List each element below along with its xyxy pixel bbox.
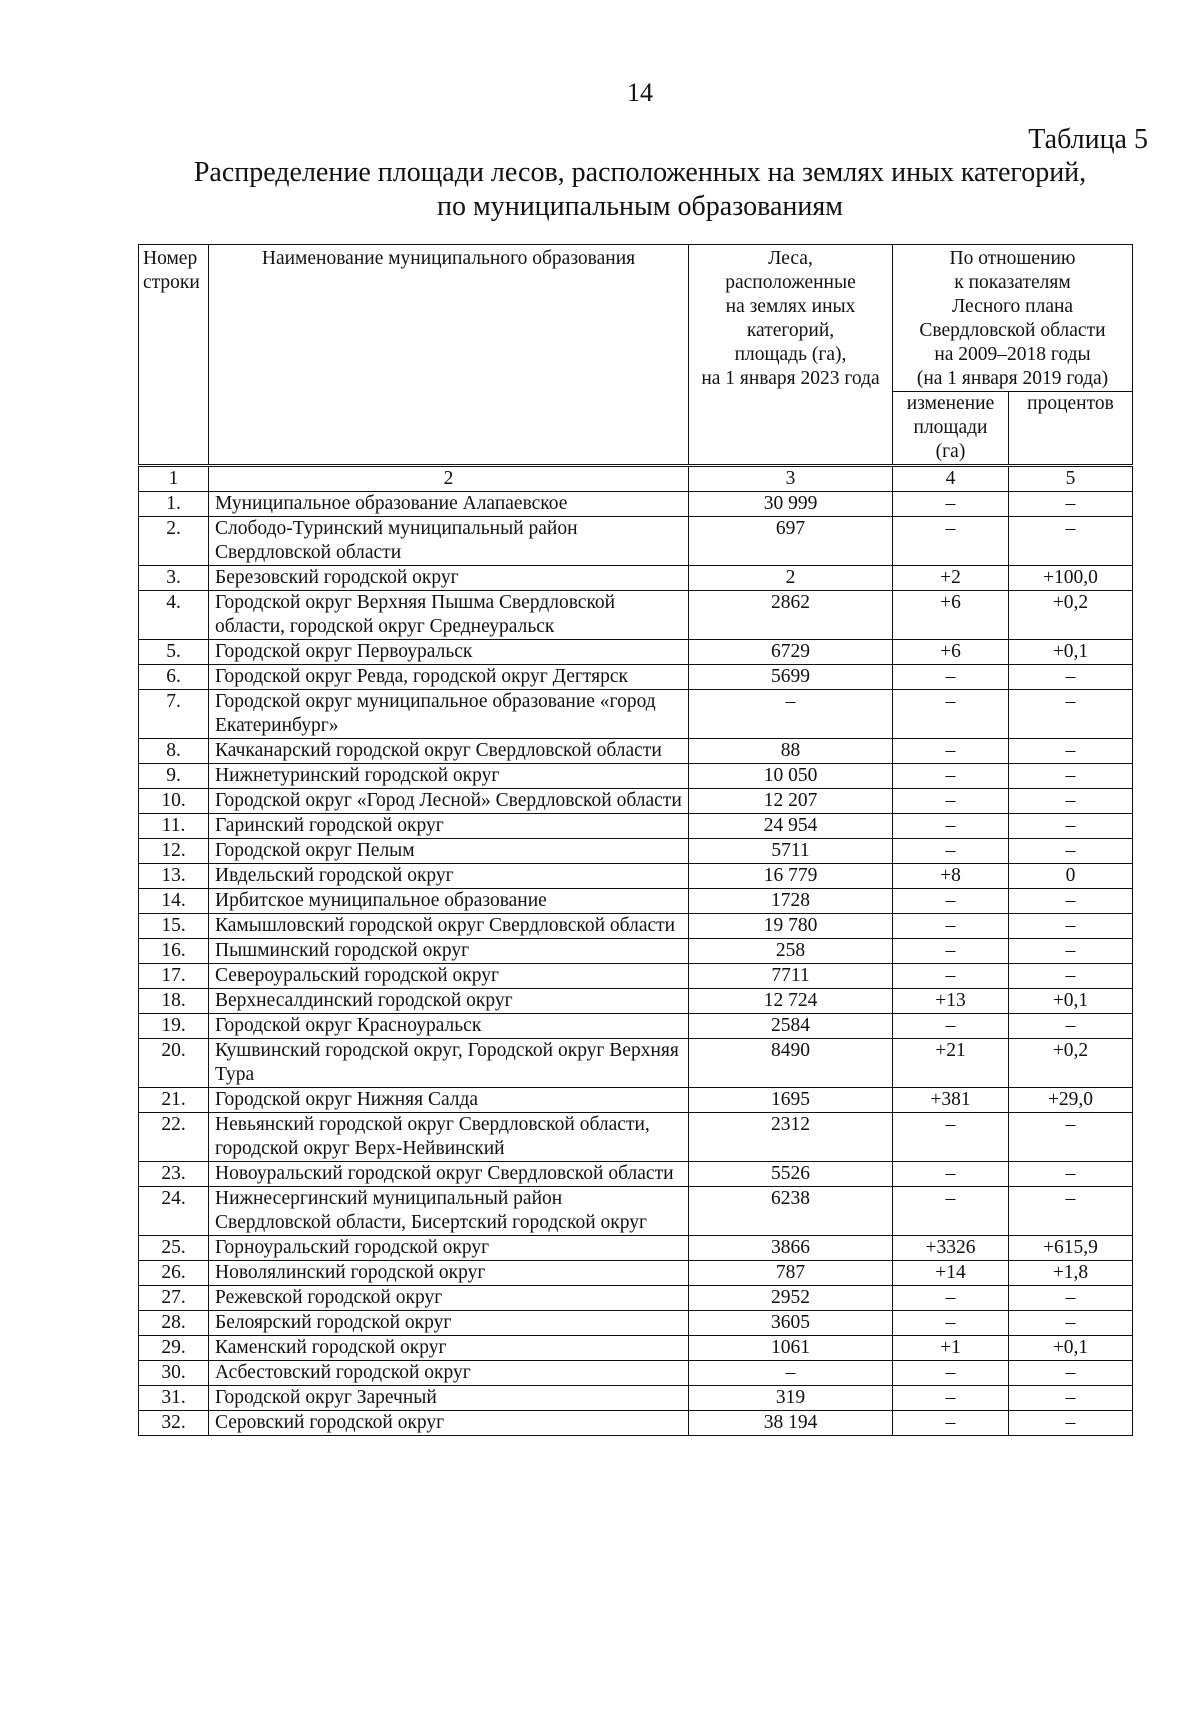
table-row	[139, 1261, 1133, 1286]
header-forest-line: площадь (га),	[734, 344, 847, 365]
forest-area-cell: 5699	[689, 665, 893, 690]
row-number-cell: 31.	[139, 1386, 209, 1411]
table-row	[139, 517, 1133, 566]
table-row	[139, 964, 1133, 989]
table-row	[139, 864, 1133, 889]
percent-cell: –	[1009, 1286, 1133, 1311]
percent-cell: –	[1009, 1014, 1133, 1039]
percent-cell: –	[1009, 939, 1133, 964]
forest-area-cell: 30 999	[689, 492, 893, 517]
municipality-name-cell: Городской округ Ревда, городской округ Дегтярск	[209, 665, 689, 690]
table-row	[139, 1039, 1133, 1088]
row-number-cell: 19.	[139, 1014, 209, 1039]
percent-cell: +0,2	[1009, 591, 1133, 640]
area-change-cell: +1	[893, 1336, 1009, 1361]
percent-cell: –	[1009, 1113, 1133, 1162]
forest-area-cell: 2862	[689, 591, 893, 640]
row-number-cell: 3.	[139, 566, 209, 591]
municipality-name-cell: Североуральский городской округ	[209, 964, 689, 989]
table-row	[139, 1311, 1133, 1336]
row-number-cell: 24.	[139, 1187, 209, 1236]
forest-area-cell: –	[689, 1361, 893, 1386]
row-number-cell: 14.	[139, 889, 209, 914]
column-number: 1	[139, 466, 209, 492]
row-number-cell: 4.	[139, 591, 209, 640]
percent-cell: 0	[1009, 864, 1133, 889]
row-number-cell: 13.	[139, 864, 209, 889]
municipality-name-cell: Городской округ Первоуральск	[209, 640, 689, 665]
table-row	[139, 665, 1133, 690]
table-row	[139, 1014, 1133, 1039]
row-number-cell: 32.	[139, 1411, 209, 1436]
header-relation	[893, 245, 1133, 392]
table-row	[139, 914, 1133, 939]
row-number-cell: 11.	[139, 814, 209, 839]
municipality-name-cell: Белоярский городской округ	[209, 1311, 689, 1336]
percent-cell: –	[1009, 492, 1133, 517]
municipality-name-cell: Березовский городской округ	[209, 566, 689, 591]
table-label: Таблица 5	[1028, 124, 1148, 155]
percent-cell: –	[1009, 690, 1133, 739]
header-relation-line: По отношению	[949, 248, 1076, 269]
percent-cell: +1,8	[1009, 1261, 1133, 1286]
table-row	[139, 1411, 1133, 1436]
forest-area-cell: 24 954	[689, 814, 893, 839]
forest-area-cell: 2312	[689, 1113, 893, 1162]
municipality-name-cell: Нижнесергинский муниципальный район Свердловской области, Бисертский городской округ	[209, 1187, 689, 1236]
table-row	[139, 764, 1133, 789]
area-change-cell: –	[893, 1286, 1009, 1311]
row-number-cell: 1.	[139, 492, 209, 517]
area-change-cell: –	[893, 1187, 1009, 1236]
municipality-name-cell: Городской округ Нижняя Салда	[209, 1088, 689, 1113]
forest-area-cell: 3605	[689, 1311, 893, 1336]
area-change-cell: –	[893, 492, 1009, 517]
page-title	[120, 156, 1160, 224]
header-forest-line: на землях иных	[725, 296, 856, 317]
municipality-name-cell: Городской округ Пелым	[209, 839, 689, 864]
area-change-cell: +6	[893, 591, 1009, 640]
table-row	[139, 739, 1133, 764]
forest-area-cell: 258	[689, 939, 893, 964]
row-number-cell: 25.	[139, 1236, 209, 1261]
row-number-cell: 10.	[139, 789, 209, 814]
area-change-cell: –	[893, 839, 1009, 864]
header-forest-area	[689, 245, 893, 466]
percent-cell: –	[1009, 764, 1133, 789]
forest-area-cell: 787	[689, 1261, 893, 1286]
forest-area-cell: –	[689, 690, 893, 739]
table-row	[139, 492, 1133, 517]
area-change-cell: –	[893, 1113, 1009, 1162]
row-number-cell: 7.	[139, 690, 209, 739]
area-change-cell: –	[893, 789, 1009, 814]
area-change-cell: +6	[893, 640, 1009, 665]
row-number-cell: 9.	[139, 764, 209, 789]
municipality-name-cell: Городской округ Верхняя Пышма Свердловской области, городской округ Среднеуральск	[209, 591, 689, 640]
table-row	[139, 1236, 1133, 1261]
row-number-cell: 30.	[139, 1361, 209, 1386]
municipality-name-cell: Новолялинский городской округ	[209, 1261, 689, 1286]
row-number-cell: 22.	[139, 1113, 209, 1162]
table-body	[139, 492, 1133, 1436]
forest-area-cell: 38 194	[689, 1411, 893, 1436]
percent-cell: –	[1009, 889, 1133, 914]
forest-area-cell: 10 050	[689, 764, 893, 789]
forest-area-cell: 12 207	[689, 789, 893, 814]
area-change-cell: –	[893, 1162, 1009, 1187]
forest-area-cell: 697	[689, 517, 893, 566]
percent-cell: –	[1009, 517, 1133, 566]
municipality-name-cell: Нижнетуринский городской округ	[209, 764, 689, 789]
percent-cell: –	[1009, 1311, 1133, 1336]
forest-area-cell: 2	[689, 566, 893, 591]
forest-area-cell: 19 780	[689, 914, 893, 939]
page-number: 14	[627, 78, 653, 107]
area-change-cell: –	[893, 814, 1009, 839]
area-change-cell: –	[893, 517, 1009, 566]
table-row	[139, 939, 1133, 964]
header-name-text: Наименование муниципального образования	[261, 248, 636, 269]
area-change-cell: –	[893, 889, 1009, 914]
title-line-1: Распределение площади лесов, расположенных на землях иных категорий,	[193, 157, 1087, 188]
row-number-cell: 6.	[139, 665, 209, 690]
table-row	[139, 1162, 1133, 1187]
forest-area-cell: 1061	[689, 1336, 893, 1361]
header-row-number	[139, 245, 209, 466]
header-forest-line: категорий,	[746, 320, 835, 341]
area-change-cell: +13	[893, 989, 1009, 1014]
area-change-cell: +8	[893, 864, 1009, 889]
header-relation-line: на 2009–2018 годы	[934, 344, 1091, 365]
municipality-name-cell: Городской округ муниципальное образование «город Екатеринбург»	[209, 690, 689, 739]
row-number-cell: 2.	[139, 517, 209, 566]
area-change-cell: –	[893, 1361, 1009, 1386]
row-number-cell: 29.	[139, 1336, 209, 1361]
municipality-name-cell: Городской округ «Город Лесной» Свердловской области	[209, 789, 689, 814]
table-row	[139, 889, 1133, 914]
table-row	[139, 566, 1133, 591]
municipality-name-cell: Серовский городской округ	[209, 1411, 689, 1436]
row-number-cell: 20.	[139, 1039, 209, 1088]
percent-cell: –	[1009, 665, 1133, 690]
forest-area-cell: 7711	[689, 964, 893, 989]
municipality-name-cell: Гаринский городской округ	[209, 814, 689, 839]
percent-cell: –	[1009, 839, 1133, 864]
forest-area-cell: 2584	[689, 1014, 893, 1039]
area-change-cell: +2	[893, 566, 1009, 591]
header-forest-line: на 1 января 2023 года	[701, 368, 880, 389]
municipality-name-cell: Новоуральский городской округ Свердловской области	[209, 1162, 689, 1187]
row-number-cell: 27.	[139, 1286, 209, 1311]
municipality-name-cell: Верхнесалдинский городской округ	[209, 989, 689, 1014]
area-change-cell: +3326	[893, 1236, 1009, 1261]
table-row	[139, 1361, 1133, 1386]
row-number-cell: 28.	[139, 1311, 209, 1336]
percent-cell: +0,1	[1009, 1336, 1133, 1361]
forest-area-cell: 88	[689, 739, 893, 764]
forest-area-cell: 6729	[689, 640, 893, 665]
area-change-cell: –	[893, 1386, 1009, 1411]
percent-cell: –	[1009, 1386, 1133, 1411]
area-change-cell: –	[893, 739, 1009, 764]
row-number-cell: 8.	[139, 739, 209, 764]
header-municipality-name	[209, 245, 689, 466]
header-change-line: изменение	[906, 393, 995, 414]
percent-cell: –	[1009, 964, 1133, 989]
header-num-line-2: строки	[143, 272, 200, 293]
header-change-line: (га)	[935, 441, 966, 462]
forest-area-cell: 319	[689, 1386, 893, 1411]
municipality-name-cell: Ирбитское муниципальное образование	[209, 889, 689, 914]
municipality-name-cell: Горноуральский городской округ	[209, 1236, 689, 1261]
header-forest-line: Леса,	[768, 248, 813, 269]
percent-cell: +0,2	[1009, 1039, 1133, 1088]
forest-area-cell: 3866	[689, 1236, 893, 1261]
percent-cell: –	[1009, 814, 1133, 839]
area-change-cell: –	[893, 1411, 1009, 1436]
municipality-name-cell: Ивдельский городской округ	[209, 864, 689, 889]
table-row	[139, 989, 1133, 1014]
percent-cell: –	[1009, 1411, 1133, 1436]
percent-cell: +100,0	[1009, 566, 1133, 591]
municipality-name-cell: Городской округ Заречный	[209, 1386, 689, 1411]
column-number: 4	[893, 466, 1009, 492]
municipality-name-cell: Городской округ Красноуральск	[209, 1014, 689, 1039]
percent-cell: +0,1	[1009, 989, 1133, 1014]
row-number-cell: 23.	[139, 1162, 209, 1187]
area-change-cell: +14	[893, 1261, 1009, 1286]
percent-cell: –	[1009, 789, 1133, 814]
municipality-name-cell: Кушвинский городской округ, Городской округ Верхняя Тура	[209, 1039, 689, 1088]
header-percent: процентов	[1009, 392, 1133, 466]
percent-cell: +0,1	[1009, 640, 1133, 665]
area-change-cell: –	[893, 914, 1009, 939]
municipality-name-cell: Слободо-Туринский муниципальный район Свердловской области	[209, 517, 689, 566]
forest-area-cell: 1695	[689, 1088, 893, 1113]
row-number-cell: 12.	[139, 839, 209, 864]
area-change-cell: –	[893, 1311, 1009, 1336]
forest-area-cell: 5711	[689, 839, 893, 864]
area-change-cell: –	[893, 939, 1009, 964]
forest-area-cell: 8490	[689, 1039, 893, 1088]
row-number-cell: 15.	[139, 914, 209, 939]
area-change-cell: +381	[893, 1088, 1009, 1113]
table-row	[139, 640, 1133, 665]
title-line-2: по муниципальным образованиям	[437, 191, 843, 222]
municipality-name-cell: Муниципальное образование Алапаевское	[209, 492, 689, 517]
table-row	[139, 1113, 1133, 1162]
forest-area-cell: 1728	[689, 889, 893, 914]
table-row	[139, 839, 1133, 864]
percent-cell: –	[1009, 739, 1133, 764]
forest-area-cell: 2952	[689, 1286, 893, 1311]
area-change-cell: –	[893, 964, 1009, 989]
forest-area-cell: 5526	[689, 1162, 893, 1187]
header-forest-line: расположенные	[725, 272, 856, 293]
column-number: 5	[1009, 466, 1133, 492]
percent-cell: –	[1009, 1162, 1133, 1187]
area-change-cell: –	[893, 764, 1009, 789]
row-number-cell: 18.	[139, 989, 209, 1014]
row-number-cell: 26.	[139, 1261, 209, 1286]
header-relation-line: Лесного плана	[951, 296, 1074, 317]
municipality-name-cell: Качканарский городской округ Свердловской области	[209, 739, 689, 764]
table-row	[139, 1336, 1133, 1361]
area-change-cell: –	[893, 690, 1009, 739]
header-relation-line: Свердловской области	[919, 320, 1106, 341]
row-number-cell: 17.	[139, 964, 209, 989]
municipality-name-cell: Пышминский городской округ	[209, 939, 689, 964]
forest-area-cell: 6238	[689, 1187, 893, 1236]
table-row	[139, 1187, 1133, 1236]
header-change-line: площади	[913, 417, 988, 438]
row-number-cell: 5.	[139, 640, 209, 665]
percent-cell: –	[1009, 1361, 1133, 1386]
municipality-name-cell: Каменский городской округ	[209, 1336, 689, 1361]
column-number: 3	[689, 466, 893, 492]
municipality-name-cell: Режевской городской округ	[209, 1286, 689, 1311]
percent-cell: –	[1009, 914, 1133, 939]
table-row	[139, 1386, 1133, 1411]
municipality-name-cell: Асбестовский городской округ	[209, 1361, 689, 1386]
table-row	[139, 591, 1133, 640]
table-row	[139, 690, 1133, 739]
percent-cell: +29,0	[1009, 1088, 1133, 1113]
area-change-cell: –	[893, 665, 1009, 690]
percent-cell: +615,9	[1009, 1236, 1133, 1261]
municipality-name-cell: Камышловский городской округ Свердловской области	[209, 914, 689, 939]
forest-area-cell: 16 779	[689, 864, 893, 889]
header-relation-line: (на 1 января 2019 года)	[916, 368, 1109, 389]
percent-cell: –	[1009, 1187, 1133, 1236]
row-number-cell: 16.	[139, 939, 209, 964]
row-number-cell: 21.	[139, 1088, 209, 1113]
column-number: 2	[209, 466, 689, 492]
table-row	[139, 1286, 1133, 1311]
header-relation-line: к показателям	[954, 272, 1071, 293]
table-row	[139, 1088, 1133, 1113]
forest-area-cell: 12 724	[689, 989, 893, 1014]
municipality-name-cell: Невьянский городской округ Свердловской области, городской округ Верх-Нейвинский	[209, 1113, 689, 1162]
area-change-cell: –	[893, 1014, 1009, 1039]
header-num-line-1: Номер	[143, 248, 198, 269]
table-row	[139, 814, 1133, 839]
header-area-change	[893, 392, 1009, 466]
area-change-cell: +21	[893, 1039, 1009, 1088]
table-row	[139, 789, 1133, 814]
forest-distribution-table	[138, 244, 1133, 1436]
